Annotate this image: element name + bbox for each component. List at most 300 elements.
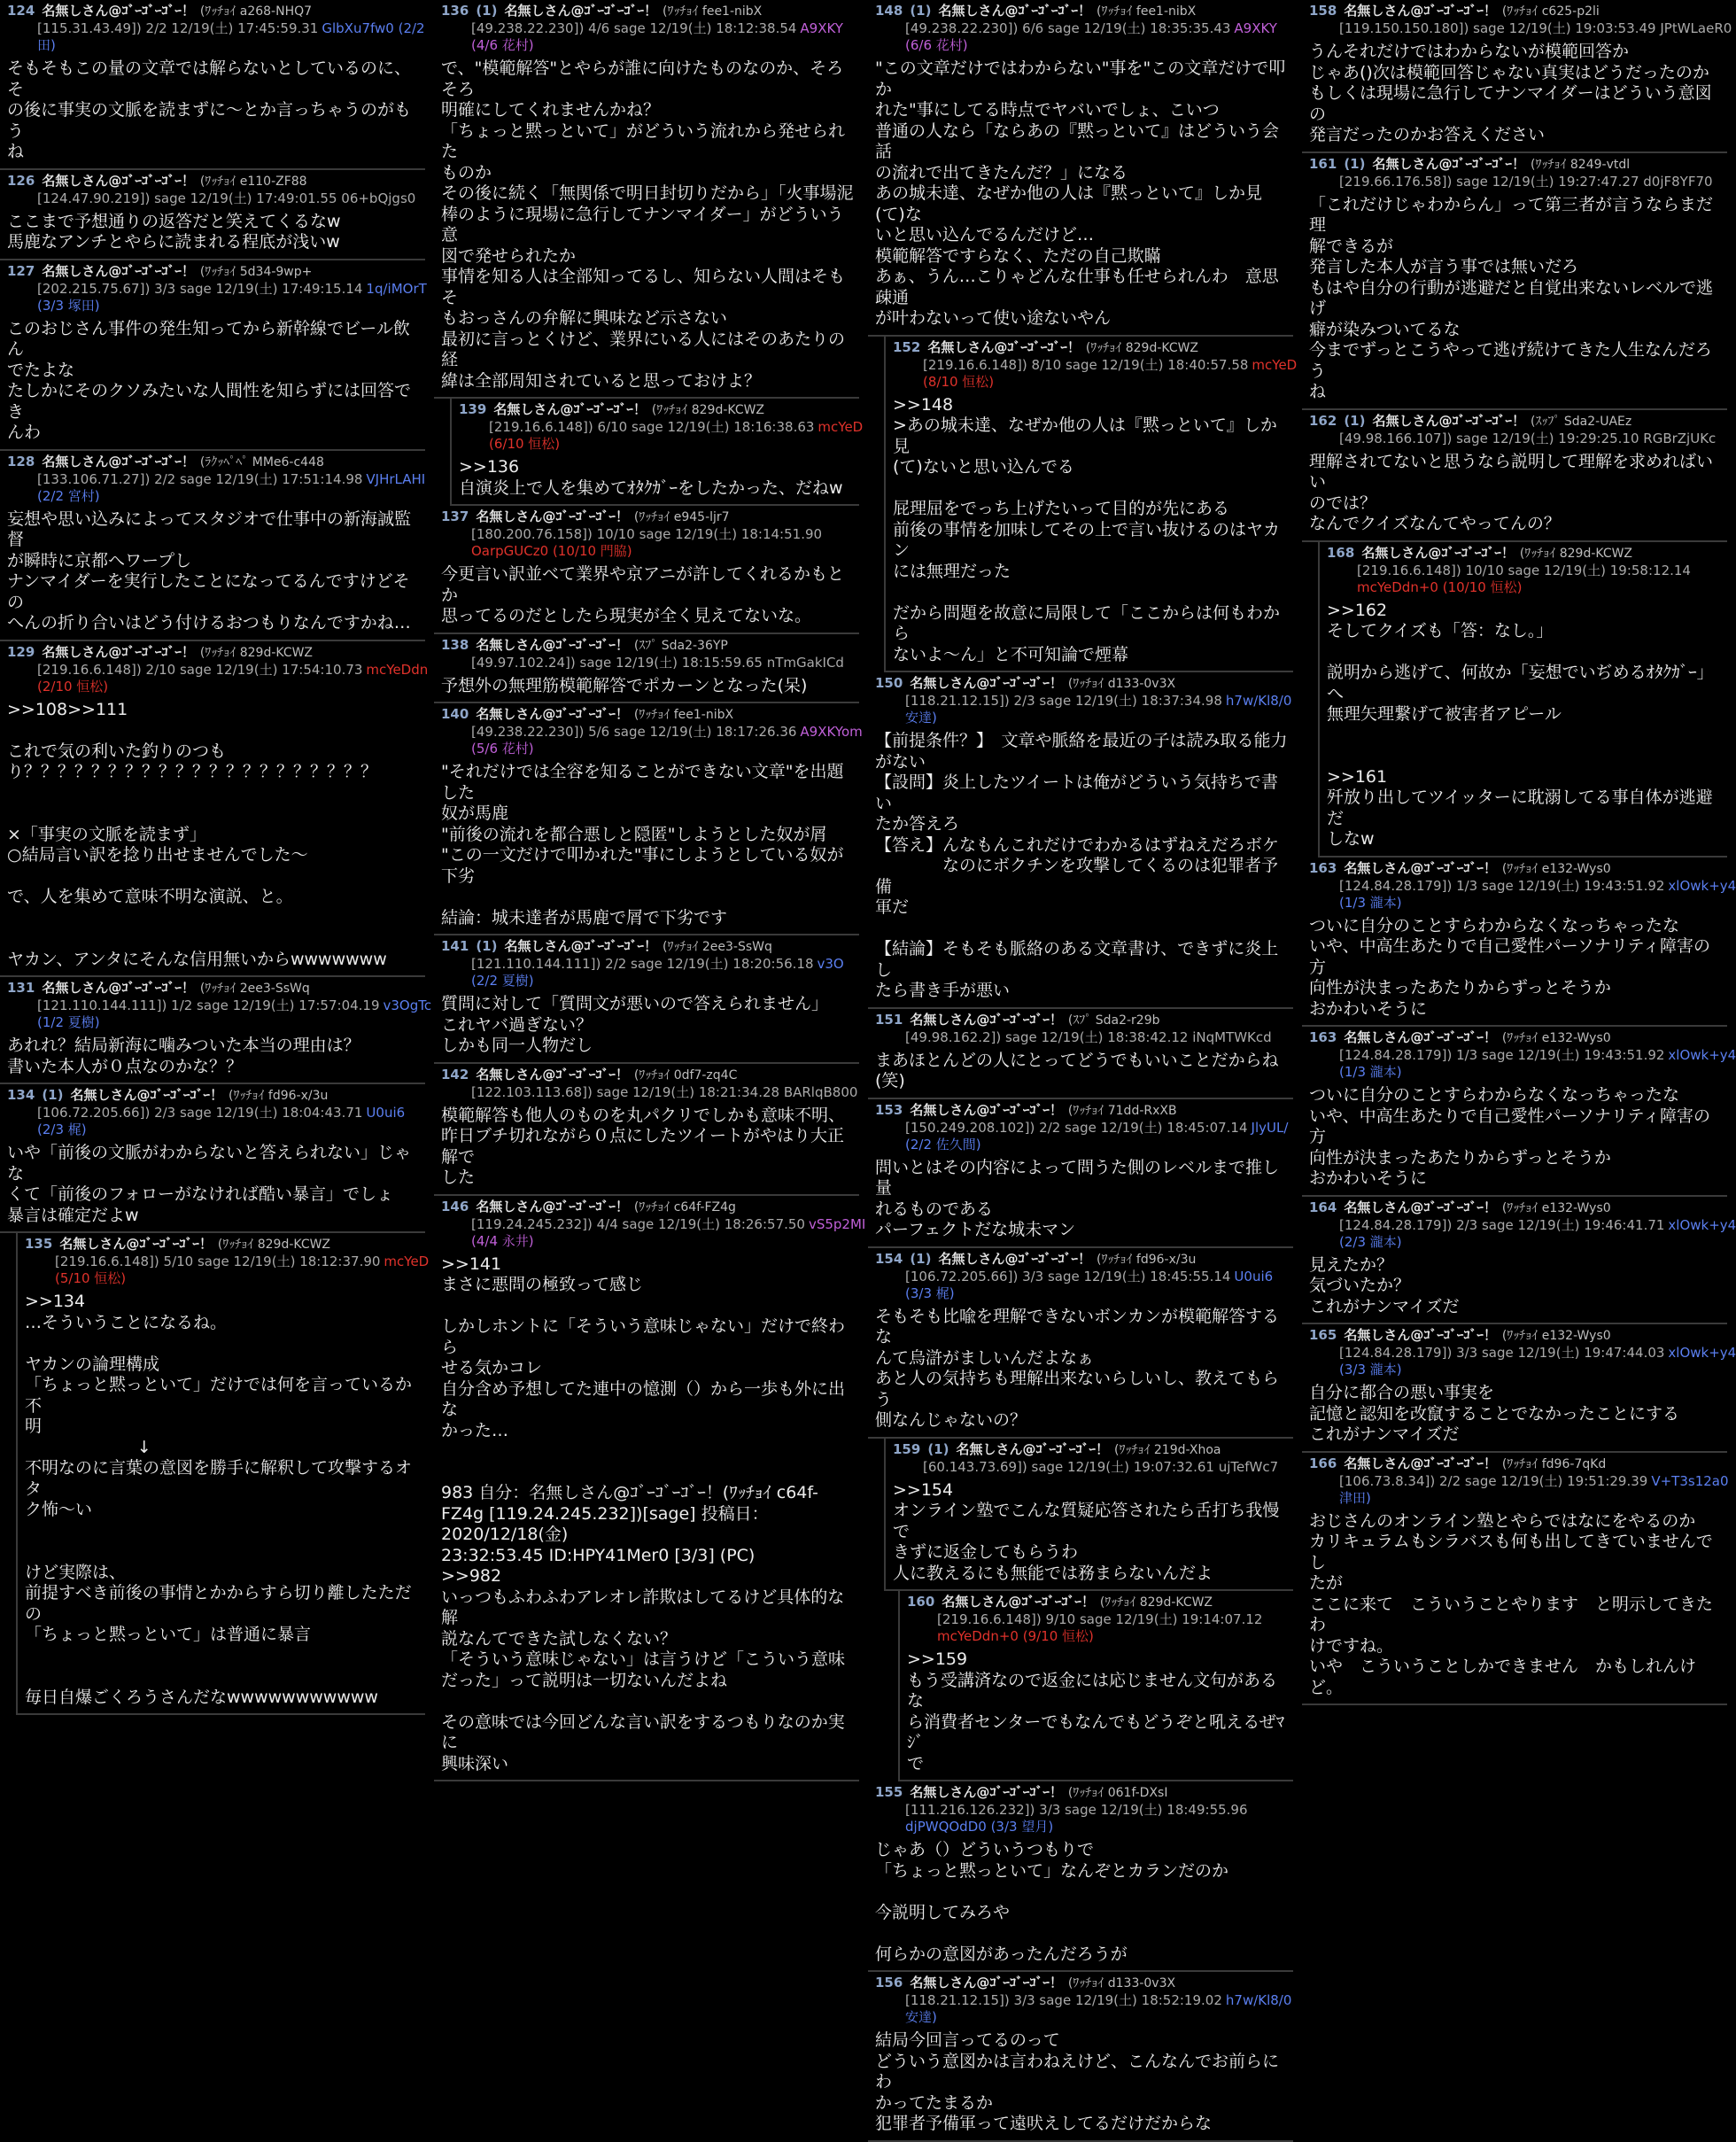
poster-name: 名無しさん@ｺﾞｰｺﾞｰｺﾞｰ！: [910, 1784, 1063, 1800]
post-meta-text: [219.16.6.148]) 5/10 sage 12/19(土) 18:12:37.90: [55, 1253, 381, 1269]
poster-wacchoi: (ﾜｯﾁｮｲ 829d-KCWZ: [199, 645, 314, 660]
post-header: [459, 401, 856, 419]
post-meta: [7, 997, 432, 1014]
post-count[interactable]: (1/3 瀧本): [1339, 894, 1402, 911]
post-number[interactable]: 134: [7, 1087, 35, 1103]
post-meta-text: [106.73.8.34]) 2/2 sage 12/19(土) 19:51:29.39: [1339, 1472, 1648, 1489]
post-number[interactable]: 168: [1327, 544, 1355, 561]
post-header: [7, 3, 422, 20]
post: [0, 977, 432, 1084]
reply-count[interactable]: (1): [1344, 155, 1366, 172]
column-1: [0, 0, 432, 1809]
post-header: [1309, 156, 1724, 174]
post-meta-text: [49.97.102.24]) sage 12/19(土) 18:15:59.65 nTmGakICd: [471, 654, 844, 671]
poster-name: 名無しさん@ｺﾞｰｺﾞｰｺﾞｰ！: [942, 1594, 1095, 1610]
poster-wacchoi: (ﾜｯﾁｮｲ d133-0v3X: [1067, 1976, 1176, 1991]
post-header: [875, 1012, 1290, 1029]
post-header: [1309, 860, 1724, 878]
post-meta: [7, 280, 427, 298]
post-count[interactable]: (5/10 恒松): [55, 1270, 127, 1286]
post-meta: [441, 1084, 856, 1101]
post-body: 「これだけじゃわからん」って第三者が言うならまだ理 解できるが 発言した本人が言う事では無いだろ もはや自分の行動が逃避だと自覚出来ないレベルで逃げ 癖が染みついてるな 今までずっとこうやって逃げ続けてきた人生なんだろう ね: [1309, 194, 1714, 401]
post-meta: [1309, 1345, 1736, 1362]
poster-wacchoi: (ﾜｯﾁｮｲ 2ee3-SsWq: [199, 982, 310, 996]
post-number[interactable]: 139: [459, 401, 487, 417]
post-meta: [875, 1992, 1290, 2009]
post-meta-text: [124.84.28.179]) 2/3 sage 12/19(土) 19:46:41.71: [1339, 1216, 1665, 1233]
post-meta-text: [118.21.12.15]) 2/3 sage 12/19(土) 18:37:34.98: [905, 693, 1222, 709]
post-count[interactable]: mcYeDdn+0 (9/10 恒松): [937, 1628, 1094, 1644]
post-header: [875, 1251, 1290, 1269]
post: [868, 1009, 1293, 1099]
poster-name: 名無しさん@ｺﾞｰｺﾞｰｺﾞｰ！: [938, 1250, 1091, 1267]
post-body: おじさんのオンライン塾とやらではなにをやるのか カリキュラムもシラバスも何も出してきていませんでし たが ここに来て こういうことやります と明示してきたわ けですね。 いや こういうことしかできません かもしれんけど。: [1309, 1510, 1714, 1697]
poster-id[interactable]: v3O: [817, 956, 844, 972]
post-header: [1309, 1455, 1724, 1473]
poster-name: 名無しさん@ｺﾞｰｺﾞｰｺﾞｰ！: [1344, 859, 1497, 876]
poster-wacchoi: (ｽﾌﾟ Sda2-r29b: [1067, 1013, 1160, 1028]
post-meta-text: [150.249.208.102]) 2/2 sage 12/19(土) 18:45:07.14: [905, 1119, 1248, 1136]
post: [434, 1064, 859, 1196]
poster-name: 名無しさん@ｺﾞｰｺﾞｰｺﾞｰ！: [1344, 1029, 1497, 1045]
post-body: ついに自分のことすらわからなくなっちゃったな いや、中高生あたりで自己愛性パーソナリティ障害の方 向性が決まったあたりからずっとそうか おかわいそうに: [1309, 1085, 1710, 1188]
post: [434, 935, 859, 1064]
post-number[interactable]: 163: [1309, 1029, 1337, 1045]
post-header: [7, 980, 422, 997]
post-body: 予想外の無理筋模範解答でポカーンとなった(呆): [441, 675, 808, 695]
post: [434, 703, 863, 935]
post-meta: [1309, 431, 1724, 447]
post-count[interactable]: (4/4 永井): [471, 1232, 534, 1249]
post-number[interactable]: 164: [1309, 1199, 1337, 1215]
poster-wacchoi: (ﾜｯﾁｮｲ e945-ljr7: [633, 510, 730, 524]
post-number[interactable]: 154: [875, 1250, 903, 1267]
post-header: [1309, 3, 1724, 20]
poster-name: 名無しさん@ｺﾞｰｺﾞｰｺﾞｰ！: [927, 338, 1081, 355]
post-meta-text: [119.150.150.180]) sage 12/19(土) 19:03:53.49 JPtWLaeR0: [1339, 20, 1732, 36]
post-meta-text: [106.72.205.66]) 3/3 sage 12/19(土) 18:45:55.14: [905, 1268, 1231, 1284]
post: [434, 1196, 866, 1782]
post-header: [7, 263, 422, 281]
post-count[interactable]: OarpGUCz0 (10/10 門脇): [471, 543, 632, 559]
poster-name: 名無しさん@ｺﾞｰｺﾞｰｺﾞｰ！: [476, 706, 629, 722]
poster-id[interactable]: h7w/Kl8/0: [1225, 1992, 1292, 2008]
post-header: [7, 173, 422, 190]
post-body: 自分に都合の悪い事実を 記憶と認知を改竄することでなかったことにする これがナンマイズだ: [1309, 1383, 1680, 1444]
post-meta: [875, 1029, 1290, 1046]
reply-count[interactable]: (1): [1344, 412, 1366, 429]
post: [868, 0, 1293, 337]
post-body: 今更言い訳並べて業界や京アニが許してくれるかもとか 思ってるのだとしたら現実が全く見えてないな。: [441, 564, 845, 625]
poster-name: 名無しさん@ｺﾞｰｺﾞｰｺﾞｰ！: [42, 453, 195, 470]
post: [1302, 0, 1732, 153]
post-meta-text: [124.84.28.179]) 1/3 sage 12/19(土) 19:43:51.92: [1339, 1047, 1665, 1063]
poster-wacchoi: (ﾜｯﾁｮｲ 829d-KCWZ: [1099, 1595, 1213, 1610]
post: [868, 1781, 1293, 1972]
post-meta: [441, 956, 856, 973]
poster-id[interactable]: JlyUL/: [1251, 1119, 1289, 1136]
poster-wacchoi: (ﾜｯﾁｮｲ 829d-KCWZ: [651, 403, 765, 417]
post-meta-text: [122.103.113.68]) sage 12/19(土) 18:21:34.28 BARlqB800: [471, 1083, 858, 1100]
post-header: [441, 1067, 856, 1084]
poster-name: 名無しさん@ｺﾞｰｺﾞｰｺﾞｰ！: [956, 1440, 1109, 1457]
post-count[interactable]: 安達): [905, 2009, 937, 2025]
poster-name: 名無しさん@ｺﾞｰｺﾞｰｺﾞｰ！: [476, 508, 629, 524]
poster-wacchoi: (ﾜｯﾁｮｲ 829d-KCWZ: [1519, 546, 1633, 561]
post-meta-text: [49.98.166.107]) sage 12/19(土) 19:29:25.10 RGBrZjUKc: [1339, 430, 1717, 446]
post-body: ここまで予想通りの返答だと笑えてくるなw 馬鹿なアンチとやらに読まれる程底が浅いw: [7, 211, 341, 252]
post-count[interactable]: (1/3 瀧本): [1339, 1064, 1402, 1080]
post-body: 結局今回言ってるのって どういう意図かは言わねえけど、こんなんでお前らにわ かってたまるか 犯罪者予備軍って遠吠えしてるだけだからな: [875, 2030, 1280, 2133]
post: [0, 170, 425, 260]
post-meta-text: [133.106.71.27]) 2/2 sage 12/19(土) 17:51:14.98: [37, 470, 363, 487]
post-meta: [441, 20, 856, 37]
poster-wacchoi: (ﾜｯﾁｮｲ fd96-x/3u: [1096, 1252, 1197, 1267]
post-number[interactable]: 166: [1309, 1455, 1337, 1471]
poster-id[interactable]: V+T3s12a0: [1651, 1472, 1729, 1489]
poster-name: 名無しさん@ｺﾞｰｺﾞｰｺﾞｰ！: [504, 3, 657, 19]
poster-name: 名無しさん@ｺﾞｰｺﾞｰｺﾞｰ！: [938, 3, 1091, 19]
post-meta: [875, 20, 1290, 37]
post-body: まあほとんどの人にとってどうでもいいことだからね(笑): [875, 1050, 1279, 1090]
post: [0, 260, 425, 451]
poster-wacchoi: (ﾜｯﾁｮｲ 71dd-RxXB: [1067, 1103, 1177, 1118]
post-meta-text: [202.215.75.67]) 3/3 sage 12/19(土) 17:49:15.14: [37, 280, 363, 297]
post: [434, 634, 859, 704]
post-count[interactable]: (2/2 夏樹): [471, 973, 534, 989]
post-meta-text: [121.110.144.111]) 2/2 sage 12/19(土) 18:20:56.18: [471, 956, 814, 972]
post-number[interactable]: 131: [7, 980, 35, 996]
post-number[interactable]: 155: [875, 1784, 903, 1800]
poster-id[interactable]: 1q/iMOrT: [366, 280, 427, 297]
post-count[interactable]: 安達): [905, 710, 937, 726]
post-number[interactable]: 128: [7, 453, 35, 470]
post-body: "この文章だけではわからない"事を"この文章だけで叩か れた"事にしてる時点でヤバいでしょ、こいつ 普通の人なら「ならあの『黙っといて』はどういう会話 の流れで出てきたんだ？」になる あの城未達、なぜか他の人は『黙っといて』しか見(て)な いと思い込んでるんだけど… 模範解答ですらなく、ただの自己欺瞞 あぁ、うん…こりゃどんな仕事も任せられんわ 意思疎通 が叶わないって使い途ないやん: [875, 58, 1286, 328]
column-2: [434, 0, 866, 1809]
post-header: [441, 637, 856, 655]
post-meta-text: [49.98.162.2]) sage 12/19(土) 18:38:42.12 iNqMTWKcd: [905, 1028, 1272, 1045]
post-body: "それだけでは全容を知ることができない文章"を出題した 奴が馬鹿 "前後の流れを都合悪しと隠匿"しようとした奴が屑 "この一文だけで叩かれた"事にしようとしている奴が下劣 結論：城未達者が馬鹿で屑で下劣です: [441, 762, 844, 927]
poster-wacchoi: (ﾜｯﾁｮｲ 061f-DXsI: [1067, 1786, 1168, 1800]
poster-id[interactable]: mcYeD: [818, 419, 864, 435]
post-count[interactable]: (6/10 恒松): [489, 436, 561, 452]
poster-wacchoi: (ﾜｯﾁｮｲ fd96-7qKd: [1501, 1456, 1607, 1471]
post-body: 妄想や思い込みによってスタジオで仕事中の新海誠監督 が瞬時に京都へワープし ナンマイダーを実行したことになってるんですけどその へんの折り合いはどう付けるおつもりなんですかね…: [7, 508, 412, 633]
post-meta-text: [118.21.12.15]) 3/3 sage 12/19(土) 18:52:19.02: [905, 1992, 1222, 2008]
post-number[interactable]: 126: [7, 172, 35, 189]
post: [0, 0, 425, 170]
post-body: で、"模範解答"とやらが誰に向けたものなのか、そろそろ 明確にしてくれませんかね？ 「ちょっと黙っといて」がどういう流れから発せられた ものか その後に続く「無関係で明日封切りだから」「火事場泥 棒のように現場に急行してナンマイダー」がどういう意 図で発せられたか 事情を知る人は全部知ってるし、知らない人間はそもそ もおっさんの弁解に興味など示さない 最初に言っとくけど、業界にいる人にはそのあたりの経 緯は全部周知されていると思っておけよ？: [441, 58, 854, 391]
poster-wacchoi: (ﾜｯﾁｮｲ c625-p2li: [1501, 4, 1600, 19]
post-meta: [907, 1611, 1290, 1628]
post-meta: [893, 1459, 1290, 1476]
post-header: [893, 339, 1290, 357]
post-number[interactable]: 151: [875, 1011, 903, 1028]
poster-name: 名無しさん@ｺﾞｰｺﾞｰｺﾞｰ！: [1344, 3, 1497, 19]
post-meta: [7, 190, 422, 207]
post-body: 問いとはその内容によって問うた側のレベルまで推し量 れるものである パーフェクトだな城未マン: [875, 1157, 1280, 1239]
post-count[interactable]: djPWQOdD0 (3/3 望月): [905, 1819, 1054, 1835]
poster-wacchoi: (ﾜｯﾁｮｲ e132-Wys0: [1501, 1031, 1611, 1045]
poster-name: 名無しさん@ｺﾞｰｺﾞｰｺﾞｰ！: [1372, 412, 1525, 429]
poster-name: 名無しさん@ｺﾞｰｺﾞｰｺﾞｰ！: [42, 980, 195, 996]
post-meta-text: [124.84.28.179]) 3/3 sage 12/19(土) 19:47:44.03: [1339, 1345, 1665, 1361]
post-meta: [875, 693, 1290, 710]
poster-wacchoi: (ﾜｯﾁｮｲ fee1-nibX: [633, 708, 734, 722]
poster-name: 名無しさん@ｺﾞｰｺﾞｰｺﾞｰ！: [1344, 1199, 1497, 1215]
poster-name: 名無しさん@ｺﾞｰｺﾞｰｺﾞｰ！: [42, 3, 195, 19]
poster-wacchoi: (ﾜｯﾁｮｲ c64f-FZ4g: [633, 1199, 736, 1215]
post-count[interactable]: (3/3 塚田): [37, 297, 100, 314]
post-count[interactable]: (3/3 瀧本): [1339, 1362, 1402, 1378]
poster-id[interactable]: h7w/Kl8/0: [1225, 693, 1292, 709]
post-number[interactable]: 152: [893, 338, 921, 355]
post-number[interactable]: 158: [1309, 3, 1337, 19]
post: [0, 1084, 425, 1233]
poster-name: 名無しさん@ｺﾞｰｺﾞｰｺﾞｰ！: [70, 1087, 223, 1103]
post-meta: [1309, 20, 1732, 37]
post-count[interactable]: (4/6 花村): [471, 37, 534, 53]
poster-name: 名無しさん@ｺﾞｰｺﾞｰｺﾞｰ！: [42, 262, 195, 279]
post-count[interactable]: (2/2 佐久間): [905, 1136, 981, 1152]
post: [884, 337, 1298, 673]
reply-count[interactable]: (1): [927, 1440, 949, 1457]
poster-wacchoi: (ﾜｯﾁｮｲ e110-ZF88: [199, 174, 307, 189]
poster-name: 名無しさん@ｺﾞｰｺﾞｰｺﾞｰ！: [476, 1066, 629, 1083]
post: [884, 1439, 1293, 1592]
post-body: じゃあ（）どういうつもりで 「ちょっと黙っといて」なんぞとカランだのか 今説明してみろや 何らかの意図があったんだろうが: [875, 1840, 1229, 1964]
post-header: [441, 3, 856, 20]
poster-id[interactable]: A9XKYom: [800, 724, 863, 740]
post-meta-text: [49.238.22.230]) 5/6 sage 12/19(土) 18:17:26.36: [471, 724, 797, 740]
post-number[interactable]: 136: [441, 3, 469, 19]
post-header: [441, 1199, 856, 1216]
post-meta: [441, 526, 856, 543]
poster-id[interactable]: mcYeD: [1252, 356, 1298, 373]
post-body: >>154 オンライン塾でこんな質疑応答されたら舌打ち我慢で きずに返金してもらうわ 人に教えるにも無能では務まらないんだよ: [893, 1479, 1280, 1583]
post-count[interactable]: (8/10 恒松): [923, 373, 995, 390]
post-meta: [875, 1269, 1290, 1285]
post-meta-text: [124.84.28.179]) 1/3 sage 12/19(土) 19:43:51.92: [1339, 877, 1665, 894]
poster-id[interactable]: U0ui6: [1234, 1268, 1274, 1284]
post: [1302, 858, 1736, 1028]
post-meta: [7, 661, 429, 679]
post-meta: [7, 20, 425, 37]
poster-wacchoi: (ﾜｯﾁｮｲ fee1-nibX: [1096, 4, 1197, 19]
post-meta: [893, 356, 1298, 374]
post-body: 質問に対して「質問文が悪いので答えられません」 これヤバ過ぎない？ しかも同一人物だし: [441, 994, 829, 1055]
post-number[interactable]: 148: [875, 3, 903, 19]
poster-id[interactable]: xlOwk+y4: [1668, 877, 1736, 894]
post-count[interactable]: mcYeDdn+0 (10/10 恒松): [1357, 578, 1523, 595]
poster-id[interactable]: A9XKY: [1234, 20, 1277, 36]
post-meta: [7, 470, 426, 488]
post: [1318, 542, 1727, 858]
post-header: [1309, 1029, 1724, 1047]
column-4: [1302, 0, 1736, 1809]
post-header: [893, 1441, 1290, 1459]
post-body: >>108>>111 これで気の利いた釣りのつも り？？？？？？？？？？？？？？？？？？？？？ ×「事実の文脈を読まず」 ○結局言い訳を捻り出せませんでした〜 で、人を集めて意味不明な演説、と。 ヤカン、アンタにそんな信用無いからwwwwwww: [7, 699, 387, 969]
post-meta: [875, 1120, 1290, 1137]
post: [450, 399, 864, 506]
poster-wacchoi: (ﾜｯﾁｮｲ 2ee3-SsWq: [662, 940, 772, 954]
poster-id[interactable]: VJHrLAHI: [366, 470, 426, 487]
post: [1302, 410, 1727, 542]
poster-wacchoi: (ﾜｯﾁｮｲ 5d34-9wp+: [199, 264, 313, 279]
poster-wacchoi: (ﾜｯﾁｮｲ 829d-KCWZ: [217, 1238, 331, 1252]
post: [868, 1972, 1293, 2142]
post-meta-text: [180.200.76.158]) 10/10 sage 12/19(土) 18:14:51.90: [471, 526, 823, 542]
post-meta: [1309, 174, 1724, 190]
poster-wacchoi: (ﾜｯﾁｮｲ fd96-x/3u: [228, 1089, 329, 1103]
post: [898, 1591, 1293, 1781]
post-header: [907, 1594, 1290, 1611]
post-header: [875, 1784, 1290, 1802]
poster-wacchoi: (ﾜｯﾁｮｲ e132-Wys0: [1501, 1200, 1611, 1215]
post-number[interactable]: 138: [441, 636, 469, 653]
poster-name: 名無しさん@ｺﾞｰｺﾞｰｺﾞｰ！: [1344, 1327, 1497, 1343]
poster-name: 名無しさん@ｺﾞｰｺﾞｰｺﾞｰ！: [59, 1236, 213, 1252]
poster-id[interactable]: A9XKY: [800, 20, 843, 36]
post-meta-text: [219.16.6.148]) 10/10 sage 12/19(土) 19:58:12.14: [1357, 562, 1691, 578]
post-number[interactable]: 159: [893, 1440, 921, 1457]
post: [0, 641, 429, 978]
post-meta-text: [49.238.22.230]) 6/6 sage 12/19(土) 18:35:35.43: [905, 20, 1231, 36]
poster-name: 名無しさん@ｺﾞｰｺﾞｰｺﾞｰ！: [910, 675, 1063, 691]
post-body: ついに自分のことすらわからなくなっちゃったな いや、中高生あたりで自己愛性パーソナリティ障害の方 向性が決まったあたりからずっとそうか おかわいそうに: [1309, 915, 1710, 1019]
post-body: このおじさん事件の発生知ってから新幹線でビール飲ん でたよな たしかにそのクソみたいな人間性を知らずには回答でき んわ: [7, 318, 412, 442]
post-number[interactable]: 165: [1309, 1327, 1337, 1343]
poster-id[interactable]: mcYeD: [384, 1253, 430, 1269]
post-meta-text: [49.238.22.230]) 4/6 sage 12/19(土) 18:12:38.54: [471, 20, 797, 36]
post-meta: [1327, 563, 1724, 579]
poster-name: 名無しさん@ｺﾞｰｺﾞｰｺﾞｰ！: [476, 636, 629, 653]
post-body: うんそれだけではわからないが模範回答か じゃあ()次は模範回答じゃない真実はどうだったのか もしくは現場に急行してナンマイダーはどういう意図の 発言だったのかお答えください: [1309, 42, 1712, 144]
poster-name: 名無しさん@ｺﾞｰｺﾞｰｺﾞｰ！: [1372, 155, 1525, 172]
post-meta-text: [219.16.6.148]) 6/10 sage 12/19(土) 18:16:38.63: [489, 419, 815, 435]
poster-id[interactable]: xlOwk+y4: [1668, 1345, 1736, 1361]
poster-name: 名無しさん@ｺﾞｰｺﾞｰｺﾞｰ！: [493, 401, 647, 417]
reply-count[interactable]: (1): [910, 3, 932, 19]
post-count[interactable]: (2/3 梶): [37, 1121, 87, 1137]
post-header: [875, 1102, 1290, 1120]
post-meta-text: [124.47.90.219]) sage 12/19(土) 17:49:01.55 06+bQjgs0: [37, 190, 416, 206]
post-header: [875, 3, 1290, 20]
poster-name: 名無しさん@ｺﾞｰｺﾞｰｺﾞｰ！: [1344, 1455, 1497, 1471]
poster-wacchoi: (ﾗｸｯﾍﾟﾍﾟ MMe6-c448: [199, 454, 324, 470]
post-header: [875, 675, 1290, 693]
post-body: >>136 自演炎上で人を集めてｵﾀｸｶﾞｰをしたかった、だねw: [459, 457, 843, 498]
post: [434, 506, 859, 634]
post-meta: [441, 655, 856, 671]
post-count[interactable]: (2/2 宮村): [37, 487, 100, 504]
poster-wacchoi: (ﾜｯﾁｮｲ 829d-KCWZ: [1085, 340, 1199, 355]
post-meta: [441, 1215, 866, 1233]
post-number[interactable]: 129: [7, 643, 35, 660]
poster-id[interactable]: GlbXu7fw0 (2/2: [322, 20, 425, 36]
reply-count[interactable]: (1): [476, 938, 498, 954]
poster-wacchoi: (ｽﾌﾟ Sda2-36YP: [633, 638, 728, 653]
post-count[interactable]: (6/6 花村): [905, 37, 968, 53]
post-number[interactable]: 146: [441, 1198, 469, 1215]
post: [1302, 1197, 1736, 1325]
poster-id[interactable]: vS5p2MI: [808, 1215, 866, 1232]
post-meta-text: [60.143.73.69]) sage 12/19(土) 19:07:32.61 ujTefWc7: [923, 1458, 1279, 1475]
post-number[interactable]: 161: [1309, 155, 1337, 172]
post: [16, 1233, 430, 1715]
post-count[interactable]: 津田): [1339, 1489, 1371, 1506]
poster-id[interactable]: xlOwk+y4: [1668, 1216, 1736, 1233]
post-number[interactable]: 124: [7, 3, 35, 19]
post-meta-text: [219.16.6.148]) 2/10 sage 12/19(土) 17:54:10.73: [37, 661, 363, 678]
post-number[interactable]: 137: [441, 508, 469, 524]
post-number[interactable]: 127: [7, 262, 35, 279]
post-number[interactable]: 160: [907, 1594, 935, 1610]
post: [1302, 1324, 1736, 1453]
post-meta: [1309, 1472, 1729, 1490]
post-count[interactable]: (1/2 夏樹): [37, 1014, 100, 1030]
poster-id[interactable]: mcYeDdn: [366, 661, 429, 678]
post-body: あれれ？結局新海に噛みついた本当の理由は？ 書いた本人が０点なのかな？？: [7, 1036, 360, 1076]
post-header: [441, 508, 856, 526]
post-header: [1327, 545, 1724, 563]
poster-wacchoi: (ﾜｯﾁｮｲ e132-Wys0: [1501, 861, 1611, 876]
post-header: [1309, 1199, 1724, 1217]
post-meta: [1309, 1216, 1736, 1234]
post-count[interactable]: (3/3 梶): [905, 1284, 955, 1301]
post-meta-text: [115.31.43.49]) 2/2 12/19(土) 17:45:59.31: [37, 20, 319, 36]
reply-count[interactable]: (1): [476, 3, 498, 19]
post-body: 模範解答も他人のものを丸パクリでしかも意味不明、 昨日ブチ切れながら０点にしたツイートがやはり大正解で した: [441, 1105, 846, 1187]
post-meta-text: [219.16.6.148]) 9/10 sage 12/19(土) 19:14:07.12: [937, 1611, 1263, 1627]
post-body: 見えたか？ 気づいたか？ これがナンマイズだ: [1309, 1254, 1460, 1316]
poster-id[interactable]: v3OgTc: [383, 997, 432, 1013]
post-count[interactable]: (2/3 瀧本): [1339, 1233, 1402, 1250]
post-body: 理解されてないと思うなら説明して理解を求めればいい のでは？ なんでクイズなんてやってんの？: [1309, 451, 1714, 533]
post-count[interactable]: (2/10 恒松): [37, 678, 109, 695]
post-number[interactable]: 140: [441, 706, 469, 722]
post-meta: [1309, 1047, 1736, 1064]
post-number[interactable]: 150: [875, 675, 903, 691]
poster-name: 名無しさん@ｺﾞｰｺﾞｰｺﾞｰ！: [1361, 544, 1515, 561]
poster-id[interactable]: xlOwk+y4: [1668, 1047, 1736, 1063]
post: [0, 451, 425, 641]
post-number[interactable]: 153: [875, 1101, 903, 1118]
post-meta: [1309, 877, 1736, 895]
post-header: [7, 644, 422, 662]
reply-count[interactable]: (1): [42, 1087, 64, 1103]
post-number[interactable]: 135: [25, 1236, 53, 1252]
poster-name: 名無しさん@ｺﾞｰｺﾞｰｺﾞｰ！: [42, 643, 195, 660]
poster-name: 名無しさん@ｺﾞｰｺﾞｰｺﾞｰ！: [910, 1975, 1063, 1991]
post-number[interactable]: 156: [875, 1975, 903, 1991]
post-meta: [459, 419, 864, 436]
post-body: 【前提条件？】 文章や脈絡を最近の子は読み取る能力 がない 【設問】炎上したツイートは俺がどういう気持ちで書い たか答えろ 【答え】んなもんこれだけでわかるはずねえだろボケ なのにボクチンを攻撃してくるのは犯罪者予備 軍だ 【結論】そもそも脈絡のある文章書け、できずに炎上し たら書き手が悪い: [875, 731, 1288, 1000]
post-number[interactable]: 142: [441, 1066, 469, 1083]
poster-wacchoi: (ﾜｯﾁｮｲ 8249-vtdl: [1530, 157, 1631, 172]
reply-count[interactable]: (1): [910, 1250, 932, 1267]
post-count[interactable]: 田): [37, 37, 56, 53]
poster-id[interactable]: U0ui6: [366, 1105, 406, 1121]
post-number[interactable]: 141: [441, 938, 469, 954]
post-header: [441, 938, 856, 956]
post-count[interactable]: (5/6 花村): [471, 741, 534, 757]
post: [868, 1248, 1293, 1439]
post-header: [441, 706, 856, 724]
post-number[interactable]: 163: [1309, 859, 1337, 876]
post-body: >>148 >あの城未達、なぜか他の人は『黙っといて』しか見 (て)ないと思い込んでる 屁理屈をでっち上げたいって目的が先にある 前後の事情を加味してその上で言い抜けるのはヤカン には無理だった だから問題を故意に局限して「ここからは何もわから ないよ〜ん」と不可知論で煙幕: [893, 394, 1281, 664]
post-number[interactable]: 162: [1309, 412, 1337, 429]
